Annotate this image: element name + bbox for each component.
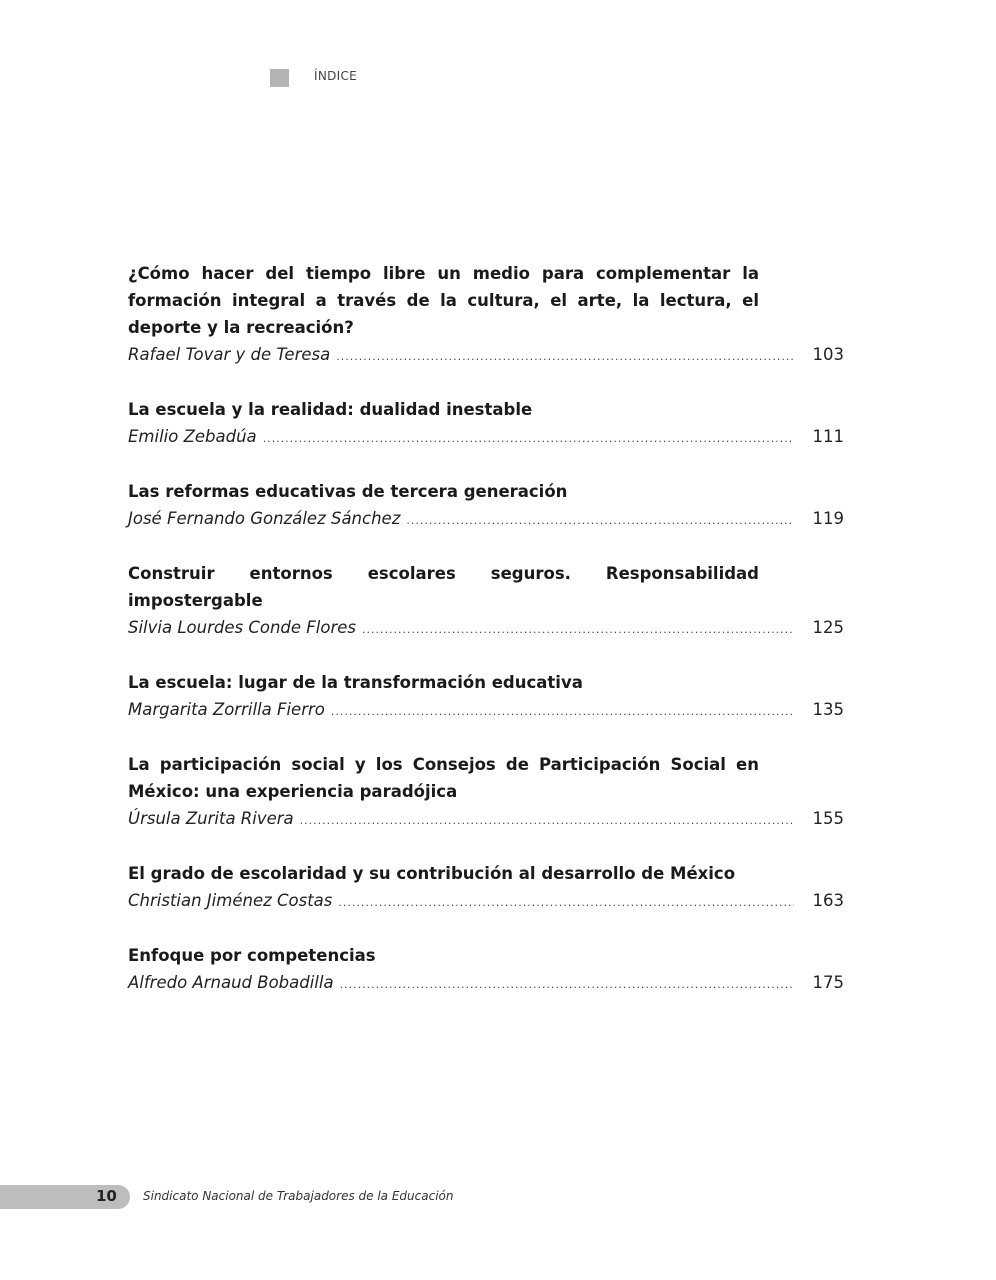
section-label: ÍNDICE: [314, 69, 358, 83]
entry-page: 125: [812, 618, 844, 637]
entry-title: La escuela: lugar de la transformación educativa: [128, 673, 583, 692]
table-of-contents: [128, 260, 844, 1024]
entry-page: 135: [812, 700, 844, 719]
toc-entry[interactable]: [128, 478, 844, 534]
entry-title: Construir entornos escolares seguros. Responsabilidad impostergable: [128, 564, 759, 610]
entry-title: ¿Cómo hacer del tiempo libre un medio para complementar la formación integral a través de la cultura, el arte, la lectura, el deporte y la recreación?: [128, 264, 759, 337]
dot-leader: [331, 698, 794, 725]
toc-entry[interactable]: [128, 860, 844, 916]
toc-entry[interactable]: [128, 751, 844, 834]
entry-title: Las reformas educativas de tercera generación: [128, 482, 568, 501]
entry-author: Margarita Zorrilla Fierro: [128, 700, 325, 719]
entry-title: La escuela y la realidad: dualidad inestable: [128, 400, 533, 419]
entry-author: Silvia Lourdes Conde Flores: [128, 618, 356, 637]
entry-page: 111: [812, 427, 844, 446]
dot-leader: [362, 616, 794, 643]
entry-page: 155: [812, 809, 844, 828]
footer-page-number: 10: [96, 1187, 117, 1205]
entry-page: 119: [812, 509, 844, 528]
toc-entry[interactable]: [128, 260, 844, 370]
dot-leader: [263, 425, 794, 452]
entry-author: Rafael Tovar y de Teresa: [128, 345, 331, 364]
entry-author: José Fernando González Sánchez: [128, 509, 401, 528]
entry-page: 103: [812, 345, 844, 364]
header-square-icon: [270, 69, 289, 87]
entry-author: Úrsula Zurita Rivera: [128, 809, 294, 828]
dot-leader: [300, 807, 794, 834]
toc-entry[interactable]: [128, 396, 844, 452]
toc-entry[interactable]: [128, 560, 844, 643]
dot-leader: [336, 343, 794, 370]
entry-title: Enfoque por competencias: [128, 946, 376, 965]
dot-leader: [406, 507, 794, 534]
toc-entry[interactable]: [128, 669, 844, 725]
dot-leader: [338, 889, 794, 916]
entry-page: 163: [812, 891, 844, 910]
entry-author: Emilio Zebadúa: [128, 427, 257, 446]
dot-leader: [340, 971, 794, 998]
entry-author: Alfredo Arnaud Bobadilla: [128, 973, 334, 992]
entry-page: 175: [812, 973, 844, 992]
entry-title: La participación social y los Consejos de Participación Social en México: una experiencia paradójica: [128, 755, 759, 801]
entry-title: El grado de escolaridad y su contribución al desarrollo de México: [128, 864, 736, 883]
footer-publisher: Sindicato Nacional de Trabajadores de la Educación: [143, 1189, 454, 1203]
toc-entry[interactable]: [128, 942, 844, 998]
entry-author: Christian Jiménez Costas: [128, 891, 333, 910]
